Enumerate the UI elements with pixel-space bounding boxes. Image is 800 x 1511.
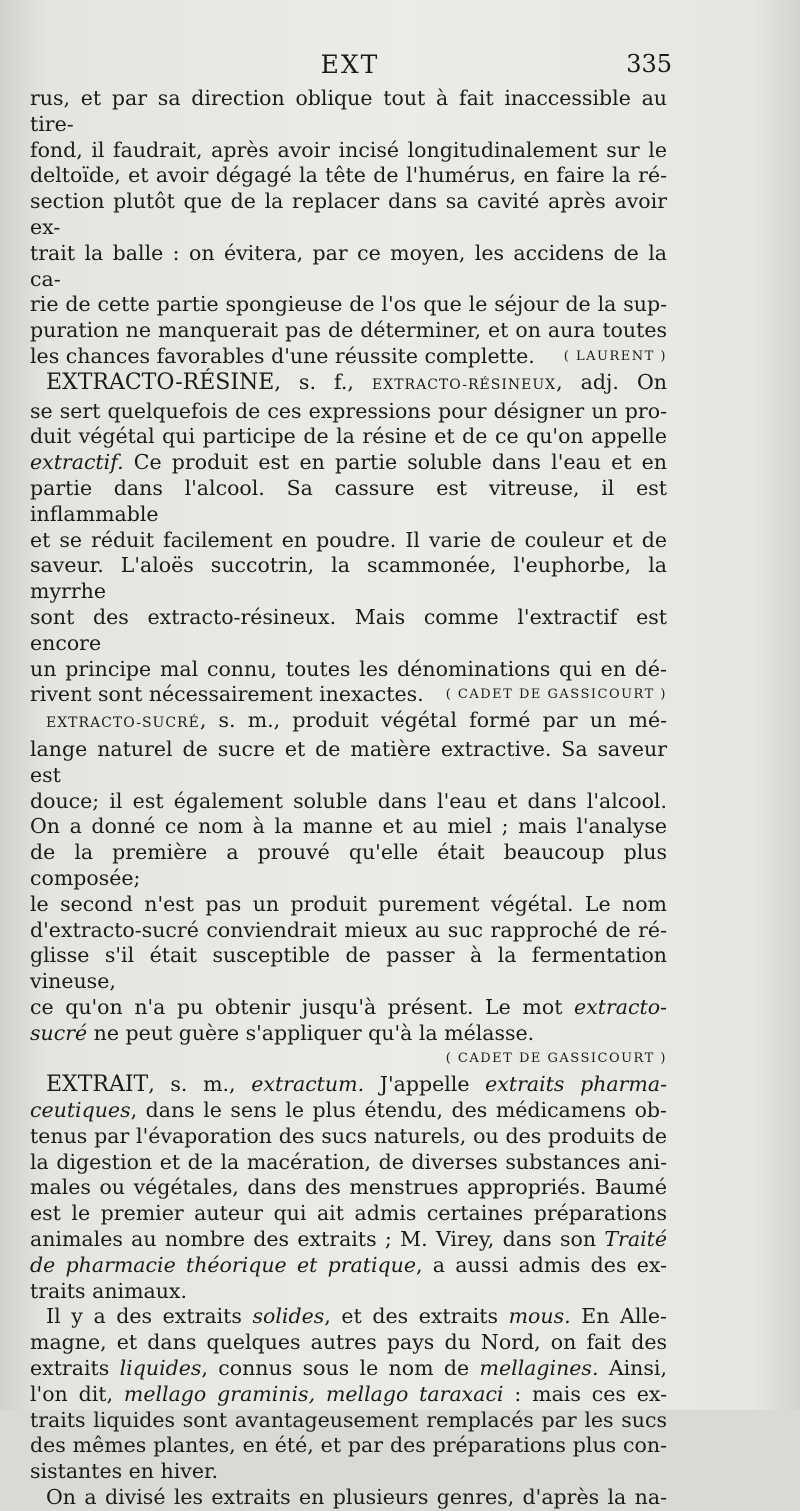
entry-term: EXTRAIT (46, 1072, 149, 1098)
page-number: 335 (626, 50, 672, 78)
text-run: , s. m., (148, 1072, 252, 1097)
text-line: glisse s'il était susceptible de passer à la fermentation vineuse, (30, 943, 667, 994)
text-line: rus, et par sa direction oblique tout à fait inaccessible au tire- (30, 86, 667, 136)
text-line: d'extracto-sucré conviendrait mieux au suc rapproché de ré- (30, 917, 667, 942)
italic-term: extracto- (574, 994, 667, 1019)
text-line: des mêmes plantes, en été, et par des préparations plus con- (30, 1433, 667, 1458)
text-line: magne, et dans quelques autres pays du Nord, on fait des (30, 1330, 667, 1355)
text-line: On a divisé les extraits en plusieurs genres, d'après la na- (46, 1485, 667, 1510)
text-line (30, 1356, 667, 1382)
text-line (30, 1098, 667, 1124)
text-run: , s. m., produit végétal formé par un mé- (199, 708, 667, 733)
text-line: et se réduit facilement en poudre. Il varie de couleur et de (30, 527, 667, 552)
text-run: extraits (30, 1356, 120, 1381)
text-line: On a donné ce nom à la manne et au miel ; mais l'analyse (30, 814, 667, 839)
text-line: un principe mal connu, toutes les dénominations qui en dé- (30, 656, 667, 681)
text-run: , adj. On (556, 369, 667, 394)
text-run: les chances favorables d'une réussite complette. (30, 343, 535, 368)
entry-variant: EXTRACTO-RÉSINEUX (372, 376, 557, 393)
entry-heading-line (30, 370, 667, 399)
text-line: se sert quelquefois de ces expressions pour désigner un pro- (30, 398, 667, 423)
text-line (30, 1304, 667, 1330)
text-run: , a aussi admis des ex- (416, 1252, 667, 1277)
text-line (30, 682, 667, 708)
text-line: fond, il faudrait, après avoir incisé longitudinalement sur le (30, 137, 667, 162)
text-run: Ainsi, (598, 1356, 667, 1381)
text-line: partie dans l'alcool. Sa cassure est vitreuse, il est inflammable (30, 475, 667, 526)
text-run: En Alle- (570, 1304, 667, 1329)
text-run: J'appelle (364, 1072, 486, 1097)
text-line: sont des extracto-résineux. Mais comme l'extractif est encore (30, 604, 667, 655)
text-run: : mais ces ex- (503, 1381, 668, 1406)
text-run: ne peut guère s'appliquer qu'à la mélasse. (87, 1020, 535, 1045)
entry-heading-line (30, 708, 667, 737)
running-head (28, 50, 672, 80)
text-run: , dans le sens le plus étendu, des médicamens ob- (130, 1098, 667, 1123)
italic-term: de pharmacie théorique et pratique (30, 1252, 416, 1277)
text-run: Il y a des extraits (46, 1304, 253, 1329)
text-line (30, 450, 667, 476)
italic-term: mellagines. (479, 1356, 599, 1381)
text-line (30, 1253, 667, 1279)
italic-term: solides (252, 1304, 325, 1329)
text-line: duit végétal qui participe de la résine et de ce qu'on appelle (30, 424, 667, 449)
italic-term: extraits pharma- (485, 1072, 668, 1097)
text-column (30, 86, 667, 1511)
entry-heading-line (30, 1072, 667, 1098)
text-run: ce qu'on n'a pu obtenir jusqu'à présent. Le mot (30, 994, 575, 1019)
text-line (30, 344, 667, 370)
text-line (30, 1382, 667, 1408)
author-attribution: ( LAURENT ) (563, 348, 667, 364)
text-line: de la première a prouvé qu'elle était beaucoup plus composée; (30, 840, 667, 890)
text-run: rivent sont nécessairement inexactes. (30, 682, 424, 707)
italic-term: mous. (508, 1304, 571, 1329)
text-line: le second n'est pas un produit purement végétal. Le nom (30, 891, 667, 916)
text-line: puration ne manquerait pas de déterminer, et on aura toutes (30, 318, 667, 343)
text-line: deltoïde, et avoir dégagé la tête de l'humérus, en faire la ré- (30, 163, 667, 188)
text-run: , s. f., (274, 369, 354, 394)
text-line: traits liquides sont avantageusement remplacés par les sucs (30, 1407, 667, 1432)
italic-term: extractif. (30, 450, 124, 475)
entry-term: EXTRACTO-SUCRÉ (46, 715, 200, 732)
italic-term: mellago graminis, mellago taraxaci (123, 1381, 504, 1406)
text-line: la digestion et de la macération, de diverses substances ani- (30, 1149, 667, 1174)
text-line: est le premier auteur qui ait admis certaines préparations (30, 1201, 667, 1226)
text-run: Ce produit est en partie soluble dans l'eau et en (123, 450, 667, 475)
text-run: , et des extraits (324, 1304, 509, 1329)
text-line: trait la balle : on évitera, par ce moyen, les accidens de la ca- (30, 240, 667, 291)
text-line (30, 995, 667, 1021)
entry-term: EXTRACTO-RÉSINE (46, 369, 275, 395)
text-line: section plutôt que de la replacer dans sa cavité après avoir ex- (30, 189, 667, 239)
text-line: douce; il est également soluble dans l'eau et dans l'alcool. (30, 788, 667, 813)
text-line: lange naturel de sucre et de matière extractive. Sa saveur est (30, 736, 667, 787)
text-line: saveur. L'aloës succotrin, la scammonée, l'euphorbe, la myrrhe (30, 553, 667, 604)
author-attribution: ( CADET DE GASSICOURT ) (445, 687, 667, 703)
text-run: animales au nombre des extraits ; M. Virey, dans son (30, 1227, 605, 1252)
text-line (30, 1227, 667, 1253)
running-head-title: EXT (320, 50, 380, 79)
text-line: traits animaux. (30, 1278, 188, 1303)
italic-term: ceutiques (30, 1098, 131, 1123)
text-line: rie de cette partie spongieuse de l'os que le séjour de la sup- (30, 292, 667, 317)
italic-term: extractum. (251, 1072, 365, 1097)
author-attribution: ( CADET DE GASSICOURT ) (445, 1051, 667, 1067)
italic-term: Traité (604, 1227, 667, 1252)
italic-term: sucré (30, 1020, 88, 1045)
text-line: tenus par l'évaporation des sucs naturels, ou des produits de (30, 1123, 667, 1148)
text-run: , connus sous le nom de (201, 1356, 480, 1381)
text-run: l'on dit, (30, 1381, 124, 1406)
text-line: sistantes en hiver. (30, 1459, 219, 1484)
italic-term: liquides (119, 1356, 202, 1381)
text-line (30, 1021, 667, 1047)
text-line: males ou végétales, dans des menstrues appropriés. Baumé (30, 1175, 667, 1200)
